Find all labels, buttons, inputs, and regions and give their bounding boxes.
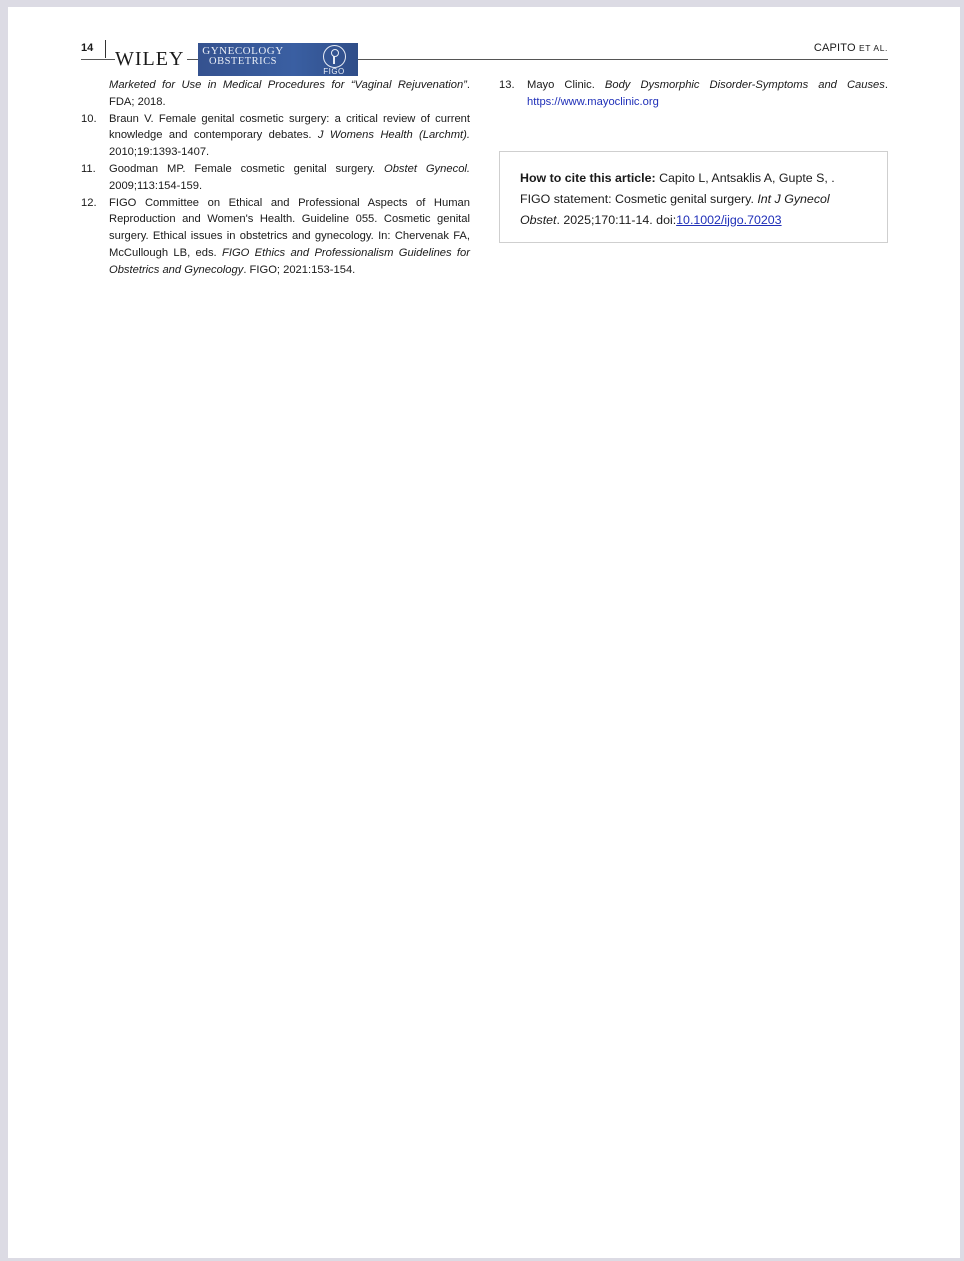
references-right-column bbox=[499, 77, 888, 111]
reference-9-continued bbox=[81, 77, 470, 111]
reference-13 bbox=[499, 77, 888, 111]
reference-10 bbox=[81, 111, 470, 161]
ref9-tail: . FDA; 2018. bbox=[109, 79, 470, 108]
page-number: 14 bbox=[81, 42, 94, 54]
cite-journal: Int J Gynecol Obstet bbox=[520, 191, 830, 227]
ref-number: 10. bbox=[81, 112, 97, 125]
ref9-title: Marketed for Use in Medical Procedures for “Vaginal Rejuvenation” bbox=[109, 79, 467, 91]
ref13-title: Body Dysmorphic Disorder-Symptoms and Causes bbox=[604, 79, 885, 91]
running-head bbox=[814, 42, 888, 54]
header-tick bbox=[105, 40, 106, 58]
ref10-journal: J Womens Health (Larchmt). bbox=[317, 129, 470, 142]
reference-11 bbox=[81, 161, 470, 195]
ref11-journal: Obstet Gynecol. bbox=[384, 162, 471, 175]
ref10-text: Braun V. Female genital cosmetic surgery: a critical review of current knowledge and contemporary debates. bbox=[109, 112, 470, 142]
journal-word-gynecology: GYNECOLOGY bbox=[202, 45, 284, 57]
cite-details: . 2025;170:11-14. doi: bbox=[556, 212, 677, 227]
reference-12 bbox=[81, 195, 470, 279]
journal-word-obstetrics: OBSTETRICS bbox=[208, 56, 277, 67]
page bbox=[8, 7, 960, 1258]
doi-link[interactable]: 10.1002/ijgo.70203 bbox=[676, 212, 782, 227]
ref13-sep: . bbox=[884, 79, 888, 91]
ref-number: 11. bbox=[81, 162, 96, 175]
ref13-url-link[interactable]: https://www.mayoclinic.org bbox=[527, 95, 659, 108]
running-head-suffix: ET AL. bbox=[859, 43, 888, 53]
references-left-column bbox=[81, 77, 470, 279]
publisher-logo: WILEY bbox=[115, 47, 187, 71]
ref12-journal: FIGO Ethics and Professionalism Guidelines for Obstetrics and Gynecology bbox=[109, 246, 470, 276]
ref11-text: Goodman MP. Female cosmetic genital surgery. bbox=[109, 162, 384, 175]
ref11-tail: 2009;113:154-159. bbox=[109, 179, 203, 192]
ref10-tail: 2010;19:1393-1407. bbox=[109, 146, 210, 159]
figo-emblem-icon bbox=[323, 45, 346, 68]
ref-number: 13. bbox=[499, 79, 515, 91]
ref12-text: FIGO Committee on Ethical and Professional Aspects of Human Reproduction and Women's Health. Guideline 055. Cosmetic genital surgery. Ethical issues in obstetrics and gynecology. In: Chervenak FA, McCullough LB, eds. bbox=[109, 196, 470, 259]
cite-authors: Capito L, Antsaklis A, Gupte S, . FIGO statement: Cosmetic genital surgery. bbox=[520, 171, 835, 206]
cite-label: How to cite this article: bbox=[520, 171, 656, 185]
ref-number: 12. bbox=[81, 196, 97, 209]
ref13-text: Mayo Clinic. bbox=[527, 79, 605, 91]
ref12-tail: . FIGO; 2021:153-154. bbox=[243, 263, 356, 276]
figo-logo-text: FIGO bbox=[323, 67, 345, 76]
how-to-cite-box bbox=[499, 151, 888, 243]
journal-banner-logo bbox=[198, 43, 358, 76]
running-head-name: CAPITO bbox=[813, 42, 856, 54]
